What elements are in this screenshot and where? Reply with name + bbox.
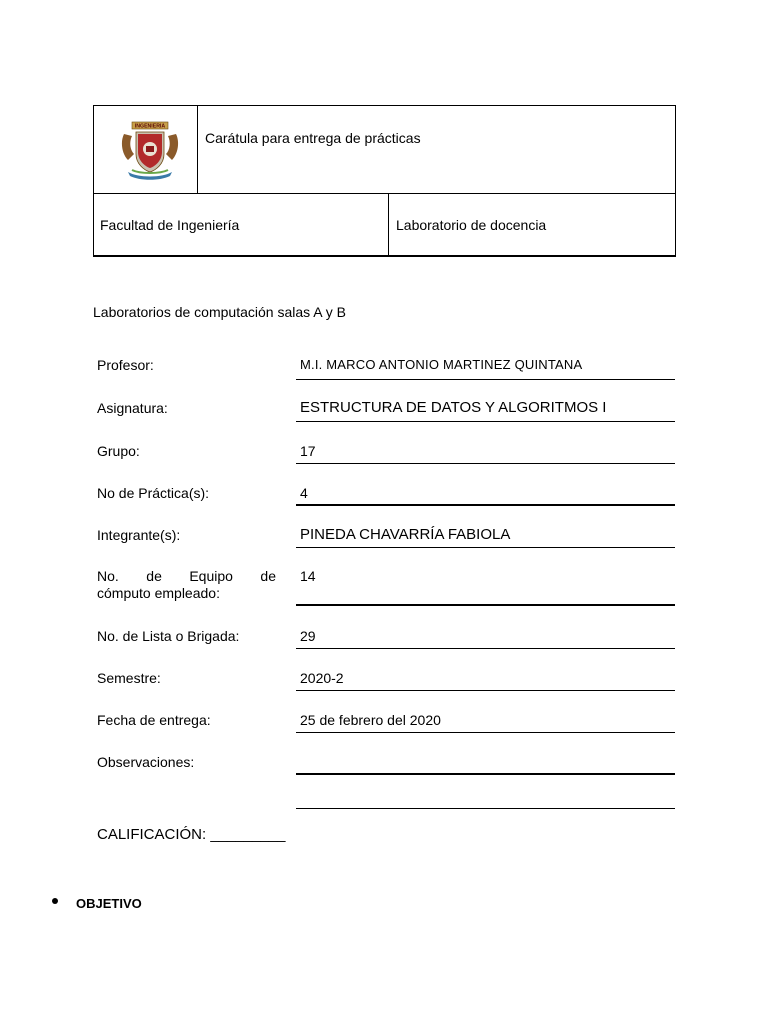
equipo-label-line2: cómputo empleado: bbox=[97, 585, 220, 601]
field-underline-fecha bbox=[296, 732, 675, 733]
field-value-lista: 29 bbox=[300, 628, 316, 644]
field-label-practica: No de Práctica(s): bbox=[97, 485, 210, 501]
equipo-label-word: de bbox=[260, 568, 276, 584]
field-underline-equipo bbox=[296, 604, 675, 606]
field-underline-asignatura bbox=[296, 421, 675, 422]
field-underline-semestre bbox=[296, 690, 675, 691]
field-label-fecha: Fecha de entrega: bbox=[97, 712, 211, 728]
field-underline-profesor bbox=[296, 379, 675, 380]
title-cell bbox=[198, 106, 675, 193]
document-title: Carátula para entrega de prácticas bbox=[205, 130, 421, 146]
field-label-integrantes: Integrante(s): bbox=[97, 527, 181, 543]
subtitle: Laboratorios de computación salas A y B bbox=[93, 304, 346, 320]
section-heading-objetivo: OBJETIVO bbox=[76, 896, 142, 911]
field-underline-grupo bbox=[296, 463, 675, 464]
field-value-grupo: 17 bbox=[300, 443, 316, 459]
field-value-asignatura: ESTRUCTURA DE DATOS Y ALGORITMOS I bbox=[300, 399, 607, 416]
lab-name: Laboratorio de docencia bbox=[396, 217, 547, 233]
field-underline-observaciones-2 bbox=[296, 808, 675, 809]
calificacion: CALIFICACIÓN: _________ bbox=[97, 826, 286, 843]
faculty-cell bbox=[94, 194, 389, 255]
field-underline-lista bbox=[296, 648, 675, 649]
field-label-asignatura: Asignatura: bbox=[97, 400, 168, 416]
field-label-grupo: Grupo: bbox=[97, 443, 140, 459]
logo-cell bbox=[94, 106, 198, 193]
field-label-equipo bbox=[97, 568, 276, 602]
field-label-lista: No. de Lista o Brigada: bbox=[97, 628, 240, 644]
field-value-integrantes: PINEDA CHAVARRÍA FABIOLA bbox=[300, 526, 511, 543]
equipo-label-word: No. bbox=[97, 568, 119, 584]
logo-text: INGENIERIA bbox=[134, 123, 166, 130]
field-underline-integrantes bbox=[296, 547, 675, 548]
field-value-equipo: 14 bbox=[300, 568, 316, 584]
lab-cell bbox=[389, 194, 675, 255]
equipo-label-word: Equipo bbox=[189, 568, 233, 584]
bullet-icon bbox=[52, 898, 58, 904]
field-underline-observaciones bbox=[296, 773, 675, 775]
field-label-observaciones: Observaciones: bbox=[97, 754, 195, 770]
header-table bbox=[93, 105, 676, 257]
field-value-profesor: M.I. MARCO ANTONIO MARTINEZ QUINTANA bbox=[300, 357, 583, 372]
field-value-practica: 4 bbox=[300, 485, 308, 501]
equipo-label-word: de bbox=[146, 568, 162, 584]
field-value-fecha: 25 de febrero del 2020 bbox=[300, 712, 441, 728]
field-value-semestre: 2020-2 bbox=[300, 670, 344, 686]
faculty-name: Facultad de Ingeniería bbox=[100, 217, 240, 233]
field-underline-practica bbox=[296, 504, 675, 506]
faculty-logo bbox=[118, 120, 182, 182]
field-label-profesor: Profesor: bbox=[97, 357, 154, 373]
header-row-2 bbox=[94, 193, 675, 255]
field-label-semestre: Semestre: bbox=[97, 670, 161, 686]
